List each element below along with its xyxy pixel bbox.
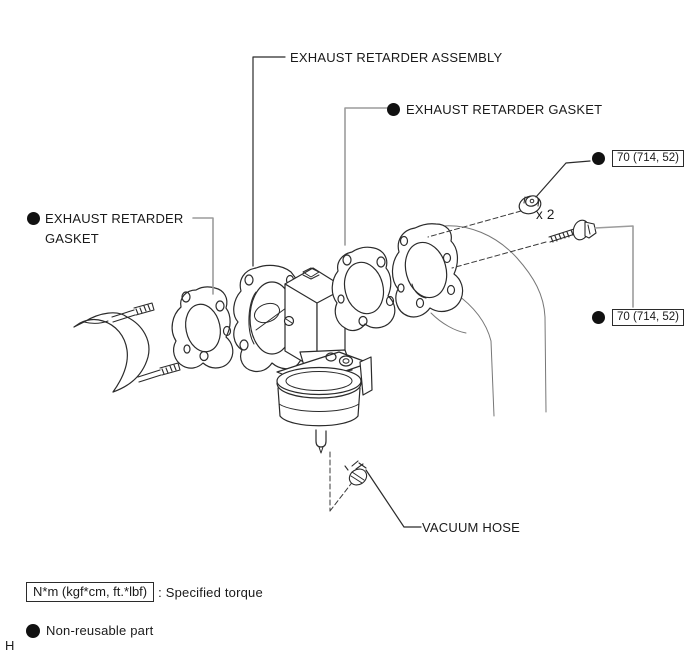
exhaust-retarder-gasket-right — [332, 247, 395, 330]
non-reusable-icon — [27, 212, 40, 225]
non-reusable-icon — [387, 103, 400, 116]
label-bolt-quantity: x 2 — [536, 207, 555, 222]
flange-bolt — [549, 218, 596, 242]
non-reusable-icon — [592, 311, 605, 324]
torque-callout-top — [592, 150, 684, 167]
page-marker: H — [5, 638, 15, 653]
label-exhaust-retarder-gasket-left: EXHAUST RETARDER GASKET — [45, 211, 184, 246]
torque-unit-box: N*m (kgf*cm, ft.*lbf) — [26, 582, 154, 602]
left-exhaust-pipe — [74, 313, 149, 392]
label-exhaust-retarder-assembly: EXHAUST RETARDER ASSEMBLY — [290, 50, 503, 65]
torque-callout-right — [592, 309, 684, 326]
legend-torque — [26, 582, 263, 602]
vacuum-actuator — [277, 352, 372, 453]
non-reusable-text: Non-reusable part — [46, 623, 154, 638]
gasket-right-label-text: EXHAUST RETARDER GASKET — [406, 102, 603, 117]
non-reusable-icon — [26, 624, 40, 638]
torque-value-right: 70 (714, 52) — [612, 309, 684, 326]
torque-meaning-text: : Specified torque — [158, 584, 263, 600]
label-exhaust-retarder-gasket-right — [387, 102, 602, 117]
right-pipe-flange — [392, 224, 462, 317]
non-reusable-icon — [592, 152, 605, 165]
legend-non-reusable — [26, 623, 153, 638]
torque-value-top: 70 (714, 52) — [612, 150, 684, 167]
vacuum-hose-fitting — [345, 461, 370, 488]
label-vacuum-hose: VACUUM HOSE — [422, 520, 521, 535]
exhaust-retarder-gasket-left — [172, 287, 233, 368]
